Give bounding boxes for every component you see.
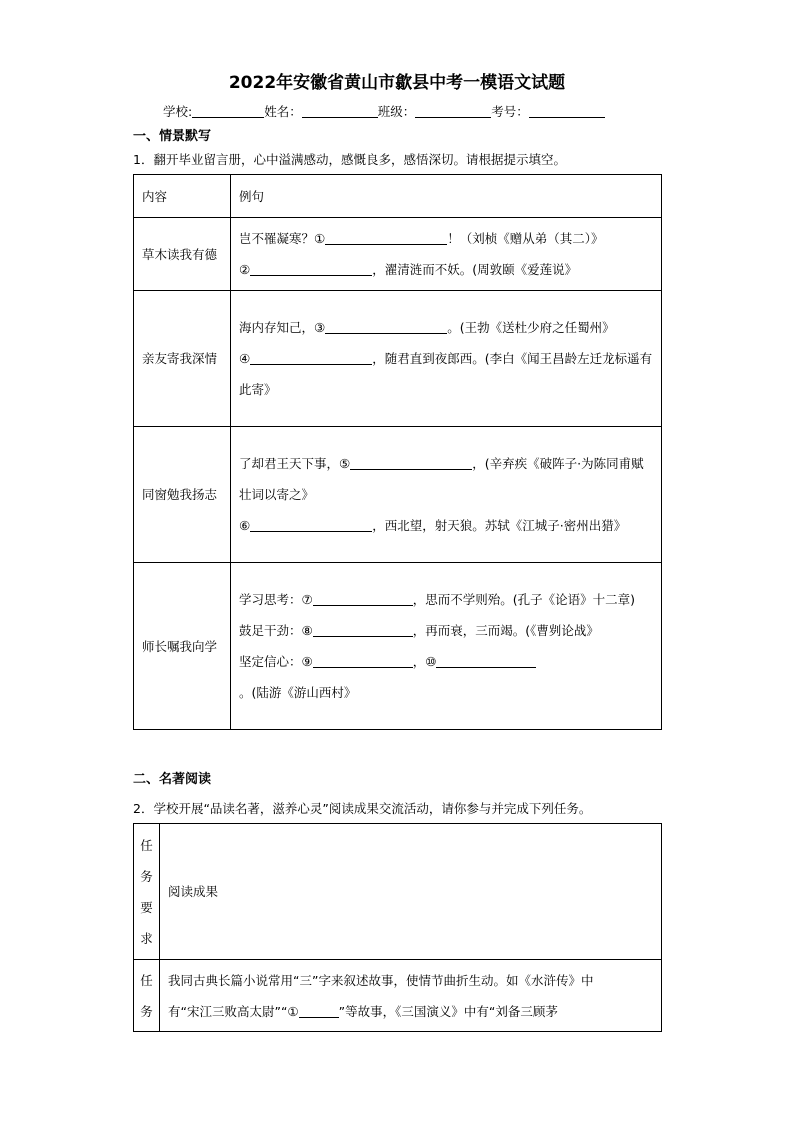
line-text-post: ，濯清涟而不妖。(周敦颐《爱莲说》	[372, 262, 578, 277]
line-text-post: 。(王勃《送杜少府之任蜀州》	[447, 320, 615, 335]
table-row	[134, 291, 662, 427]
header-content: 内容	[134, 175, 231, 218]
table-row	[134, 218, 662, 291]
answer-blank-task-1[interactable]	[299, 1003, 339, 1018]
reading-task-table	[133, 823, 662, 1032]
class-label: 班级：	[377, 104, 416, 119]
row-examples	[231, 291, 662, 427]
page-title: 2022年安徽省黄山市歙县中考一模语文试题	[228, 73, 566, 93]
question-1-prompt: 1．翻开毕业留言册，心中溢满感动，感慨良多，感悟深切。请根据提示填空。	[133, 152, 566, 167]
row-label: 师长嘱我向学	[134, 563, 231, 730]
answer-blank-2[interactable]	[250, 261, 372, 276]
answer-blank-3[interactable]	[325, 319, 447, 334]
name-label: 姓名：	[264, 104, 302, 119]
header-example: 例句	[231, 175, 662, 218]
line-text-post: ，(辛弃疾《破阵子·为陈同甫赋壮词以寄之》	[239, 456, 644, 502]
line-text-pre: ②	[239, 262, 251, 277]
line-text-post: ，再而衰，三而竭。(《曹刿论战》	[412, 623, 599, 638]
row-label: 草木读我有德	[134, 218, 231, 291]
row-label: 同窗勉我扬志	[134, 427, 231, 563]
table-header-row	[134, 175, 662, 218]
line-text-mid: ，⑩	[412, 654, 437, 669]
school-blank[interactable]	[192, 104, 264, 118]
answer-blank-1[interactable]	[325, 230, 447, 245]
example-line	[239, 448, 653, 510]
example-line	[239, 254, 653, 285]
question-2-prompt: 2．学校开展“品读名著，滋养心灵”阅读成果交流活动，请你参与并完成下列任务。	[133, 801, 592, 816]
recitation-table	[133, 174, 662, 730]
line-text-pre: 了却君王天下事，⑤	[239, 456, 351, 471]
line-text-pre: 有“宋江三败高太尉”“①	[168, 1003, 299, 1019]
answer-blank-10[interactable]	[436, 653, 536, 668]
line-text-pre: 岂不罹凝寒？①	[239, 231, 326, 246]
header-reading-result: 阅读成果	[160, 824, 662, 960]
number-blank[interactable]	[529, 104, 605, 118]
example-line	[239, 646, 653, 708]
line-text-post: ！（刘桢《赠从弟（其二）》	[447, 231, 604, 246]
answer-blank-5[interactable]	[350, 455, 472, 470]
line-text-post: 。(陆游《游山西村》	[239, 685, 357, 700]
class-blank[interactable]	[415, 104, 491, 118]
example-line	[239, 510, 653, 541]
line-text-post: ，思而不学则殆。(孔子《论语》十二章)	[412, 592, 635, 607]
row-examples	[231, 563, 662, 730]
table-row	[134, 960, 662, 1032]
table-header-row	[134, 824, 662, 960]
table-row	[134, 563, 662, 730]
line-text-pre: ④	[239, 351, 251, 366]
row-label: 任务	[134, 960, 160, 1032]
line-text-post: ，随君直到夜郎西。(李白《闻王昌龄左迁龙标遥有此寄》	[239, 351, 653, 397]
line-text-post: ，西北望，射天狼。苏轼《江城子·密州出猎》	[372, 518, 627, 533]
row-examples	[231, 218, 662, 291]
row-content	[160, 960, 662, 1032]
answer-blank-9[interactable]	[313, 653, 413, 668]
content-line-1: 我同古典长篇小说常用“三”字来叙述故事，使情节曲折生动。如《水浒传》中	[168, 972, 594, 988]
header-task-requirement: 任务要求	[134, 824, 160, 960]
answer-blank-6[interactable]	[250, 517, 372, 532]
table-row	[134, 427, 662, 563]
content-line-2	[168, 996, 653, 1027]
line-text-pre: 学习思考：⑦	[239, 592, 313, 607]
answer-blank-4[interactable]	[250, 350, 372, 365]
line-text-pre: ⑥	[239, 518, 251, 533]
school-label: 学校:	[163, 104, 193, 119]
example-line	[239, 223, 653, 254]
example-line	[239, 312, 653, 343]
row-examples	[231, 427, 662, 563]
number-label: 考号：	[491, 104, 529, 119]
name-blank[interactable]	[302, 104, 378, 118]
student-info-line	[163, 102, 605, 120]
line-text-post: ”等故事，《三国演义》中有“刘备三顾茅	[338, 1003, 558, 1019]
section-1-heading: 一、情景默写	[133, 129, 212, 144]
line-text-pre: 海内存知己，③	[239, 320, 326, 335]
line-text-pre: 鼓足干劲：⑧	[239, 623, 313, 638]
example-line	[239, 343, 653, 405]
answer-blank-8[interactable]	[313, 622, 413, 637]
line-text-pre: 坚定信心：⑨	[239, 654, 313, 669]
example-line	[239, 584, 653, 615]
answer-blank-7[interactable]	[313, 591, 413, 606]
example-line	[239, 615, 653, 646]
section-2-heading: 二、名著阅读	[133, 772, 212, 787]
row-label: 亲友寄我深情	[134, 291, 231, 427]
